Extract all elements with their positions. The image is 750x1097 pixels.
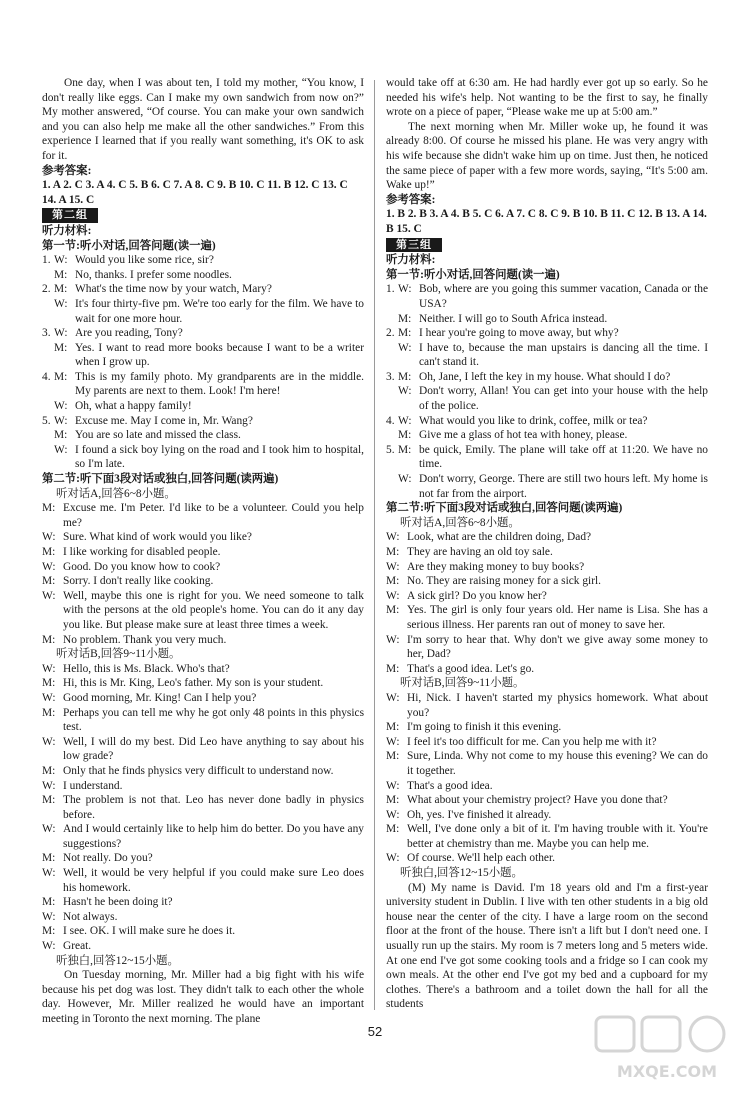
utterance: Are they making money to buy books? bbox=[407, 560, 585, 573]
dialogue-line bbox=[42, 822, 364, 851]
monologue-continued-2: The next morning when Mr. Miller woke up, he found it was already 8:00. Of course he missed his plane. He was very angry with his wife because she didn't wake him up on time. Just then, he noticed the same piece of paper with a few more words, saying, “It's 5:00 am. Wake up!” bbox=[386, 120, 708, 192]
dialogue-line bbox=[386, 370, 708, 385]
dialogue-a-label-2: 听对话A,回答6~8小题。 bbox=[400, 516, 520, 529]
utterance: This is my family photo. My grandparents are in the middle. My parents are next to them. Look! I'm here! bbox=[75, 370, 364, 398]
utterance: I feel it's too difficult for me. Can you help me with it? bbox=[407, 735, 657, 748]
dialogue-line bbox=[386, 545, 708, 560]
utterance: They are having an old toy sale. bbox=[407, 546, 553, 558]
dialogue-line bbox=[42, 910, 364, 925]
dialogue-line bbox=[386, 793, 708, 808]
section2-heading-2: 第二节:听下面3段对话或独白,回答问题(读两遍) bbox=[386, 502, 623, 515]
speaker: W: bbox=[386, 735, 400, 748]
utterance: Yes. I want to read more books because I want to be a writer when I grow up. bbox=[75, 341, 364, 369]
speaker: W: bbox=[54, 254, 68, 267]
speaker: W: bbox=[398, 385, 412, 398]
dialogue-line bbox=[386, 822, 708, 851]
monologue-label-2: 听独白,回答12~15小题。 bbox=[400, 867, 523, 880]
dialogue-line bbox=[42, 793, 364, 822]
dialogue-line bbox=[386, 574, 708, 589]
dialogue-line bbox=[42, 662, 364, 677]
speaker: W: bbox=[42, 779, 56, 792]
utterance: I hear you're going to move away, but why? bbox=[419, 327, 619, 340]
speaker: M: bbox=[398, 370, 412, 383]
dialogue-line bbox=[386, 443, 708, 472]
dialogue-line bbox=[386, 633, 708, 662]
dialogue-line bbox=[42, 706, 364, 735]
dialogue-line bbox=[42, 253, 364, 268]
dialogue-line bbox=[386, 326, 708, 341]
dialogue-line bbox=[42, 268, 364, 283]
utterance: Hello, this is Ms. Black. Who's that? bbox=[63, 662, 230, 675]
speaker: W: bbox=[54, 327, 68, 340]
section1-dialogues bbox=[42, 253, 364, 472]
speaker: M: bbox=[386, 546, 400, 558]
utterance: Excuse me. May I come in, Mr. Wang? bbox=[75, 414, 253, 427]
speaker: W: bbox=[398, 341, 412, 354]
utterance: Yes. The girl is only four years old. Her name is Lisa. She has a serious illness. Her parents ran out of money to save her. bbox=[407, 604, 708, 631]
speaker: M: bbox=[42, 925, 56, 938]
utterance: Are you reading, Tony? bbox=[75, 327, 183, 340]
speaker: W: bbox=[386, 691, 400, 704]
watermark-logo-icon bbox=[592, 1013, 742, 1085]
dialogue-b-label-2: 听对话B,回答9~11小题。 bbox=[400, 677, 525, 690]
utterance: Hi, Nick. I haven't started my physics homework. What about you? bbox=[407, 691, 708, 719]
utterance: Perhaps you can tell me why he got only 48 points in this physics test. bbox=[63, 706, 364, 734]
dialogue-line bbox=[42, 574, 364, 589]
dialogue-line bbox=[42, 370, 364, 399]
speaker: W: bbox=[386, 779, 400, 792]
speaker: W: bbox=[54, 400, 68, 413]
speaker: W: bbox=[398, 283, 412, 296]
group-2-badge: 第二组 bbox=[42, 208, 98, 223]
speaker: M: bbox=[42, 764, 56, 777]
speaker: M: bbox=[42, 575, 56, 588]
speaker: M: bbox=[42, 794, 56, 807]
dialogue-line bbox=[42, 501, 364, 530]
speaker: M: bbox=[42, 633, 56, 646]
speaker: M: bbox=[42, 706, 56, 719]
speaker: M: bbox=[54, 283, 68, 296]
dialogue-line bbox=[42, 895, 364, 910]
dialogue-line bbox=[42, 589, 364, 633]
utterance: No. They are raising money for a sick girl. bbox=[407, 575, 602, 588]
left-column bbox=[42, 76, 364, 1027]
speaker: W: bbox=[386, 633, 400, 646]
utterance: I'm going to finish it this evening. bbox=[407, 721, 562, 734]
utterance: I like working for disabled people. bbox=[63, 546, 221, 558]
monologue-label: 听独白,回答12~15小题。 bbox=[56, 954, 179, 967]
dialogue-line bbox=[42, 924, 364, 939]
utterance: Oh, what a happy family! bbox=[75, 400, 192, 413]
utterance: That's a good idea. bbox=[407, 779, 493, 792]
utterance: What's the time now by your watch, Mary? bbox=[75, 283, 272, 296]
dialogue-line bbox=[386, 472, 708, 501]
speaker: M: bbox=[42, 677, 56, 690]
monologue-text: On Tuesday morning, Mr. Miller had a big fight with his wife because his pet dog was lost. They didn't talk to each other the whole day. However, Mr. Miller realized he would have an important meeting in Toronto the next morning. The plane bbox=[42, 969, 364, 1025]
utterance: I found a sick boy lying on the road and I took him to hospital, so I'm late. bbox=[75, 443, 364, 471]
speaker: W: bbox=[42, 940, 56, 953]
section1-heading: 第一节:听小对话,回答问题(读一遍) bbox=[42, 239, 216, 252]
speaker: W: bbox=[42, 560, 56, 573]
dialogue-line bbox=[386, 530, 708, 545]
dialogue-line bbox=[386, 720, 708, 735]
utterance: No, thanks. I prefer some noodles. bbox=[75, 268, 232, 281]
utterance: be quick, Emily. The plane will take off at 11:20. We have no time. bbox=[419, 443, 708, 471]
speaker: M: bbox=[386, 823, 400, 836]
utterance: A sick girl? Do you know her? bbox=[407, 589, 547, 602]
speaker: M: bbox=[54, 370, 68, 383]
speaker: M: bbox=[386, 575, 400, 588]
utterance: Give me a glass of hot tea with honey, please. bbox=[419, 429, 628, 442]
watermark-text: MXQE.COM bbox=[616, 1062, 718, 1081]
dialogue-line bbox=[386, 735, 708, 750]
utterance: Sure. What kind of work would you like? bbox=[63, 531, 252, 544]
utterance: Well, maybe this one is right for you. We need someone to talk with the persons at the old people's home. You can do it any day you like. But please make sure at least three times a week. bbox=[63, 589, 364, 631]
dialogue-line bbox=[386, 312, 708, 327]
dialogue-line bbox=[42, 428, 364, 443]
speaker: M: bbox=[386, 604, 400, 617]
utterance: No problem. Thank you very much. bbox=[63, 633, 227, 646]
item-number: 5. bbox=[386, 443, 395, 456]
utterance: It's four thirty-five pm. We're too early for the film. We have to wait for one more hour. bbox=[75, 297, 364, 325]
speaker: W: bbox=[398, 414, 412, 427]
utterance: I understand. bbox=[63, 779, 123, 792]
speaker: M: bbox=[398, 443, 412, 456]
speaker: W: bbox=[386, 560, 400, 573]
dialogue-b-label: 听对话B,回答9~11小题。 bbox=[56, 648, 181, 661]
item-number: 5. bbox=[42, 414, 51, 427]
item-number: 1. bbox=[386, 283, 395, 296]
speaker: W: bbox=[398, 473, 412, 486]
dialogue-line bbox=[386, 779, 708, 794]
utterance: That's a good idea. Let's go. bbox=[407, 662, 535, 675]
dialogue-line bbox=[42, 282, 364, 297]
dialogue-a-label: 听对话A,回答6~8小题。 bbox=[56, 487, 176, 500]
dialogue-line bbox=[42, 866, 364, 895]
utterance: What about your chemistry project? Have you done that? bbox=[407, 794, 668, 807]
dialogue-a bbox=[42, 501, 364, 647]
column-divider bbox=[374, 80, 375, 1010]
speaker: M: bbox=[386, 794, 400, 807]
section2-heading: 第二节:听下面3段对话或独白,回答问题(读两遍) bbox=[42, 473, 279, 486]
story-ending: One day, when I was about ten, I told my mother, “You know, I don't really like eggs. Can I make my own sandwich from now on?” My mother answered, “Of course. You can make your own sandwich and you can also help me make all the other sandwiches.” From this experience I learned that if you really want something, it's OK to ask for it. bbox=[42, 77, 364, 162]
dialogue-line bbox=[386, 282, 708, 311]
utterance: Sorry. I don't really like cooking. bbox=[63, 575, 214, 588]
listening-material-label: 听力材料: bbox=[42, 224, 92, 237]
dialogue-line bbox=[42, 764, 364, 779]
dialogue-line bbox=[42, 779, 364, 794]
speaker: M: bbox=[386, 750, 400, 763]
utterance: Well, it would be very helpful if you could make sure Leo does his homework. bbox=[63, 867, 364, 894]
group-3-badge: 第三组 bbox=[386, 238, 442, 253]
dialogue-line bbox=[386, 589, 708, 604]
speaker: M: bbox=[54, 341, 68, 354]
dialogue-line bbox=[386, 560, 708, 575]
speaker: M: bbox=[42, 852, 56, 865]
dialogue-line bbox=[386, 414, 708, 429]
dialogue-line bbox=[42, 939, 364, 954]
speaker: M: bbox=[42, 546, 56, 558]
speaker: M: bbox=[42, 896, 56, 909]
dialogue-line bbox=[42, 691, 364, 706]
dialogue-b bbox=[42, 662, 364, 954]
utterance: I have to, because the man upstairs is dancing all the time. I can't stand it. bbox=[419, 341, 708, 369]
utterance: Would you like some rice, sir? bbox=[75, 254, 214, 267]
dialogue-b-2 bbox=[386, 691, 708, 866]
speaker: M: bbox=[398, 429, 412, 442]
listening-material-label-2: 听力材料: bbox=[386, 254, 436, 267]
dialogue-line bbox=[42, 399, 364, 414]
utterance: Excuse me. I'm Peter. I'd like to be a volunteer. Could you help me? bbox=[63, 502, 364, 529]
item-number: 2. bbox=[386, 327, 395, 340]
utterance: Not always. bbox=[63, 910, 118, 923]
speaker: W: bbox=[42, 531, 56, 544]
speaker: W: bbox=[42, 589, 56, 602]
dialogue-line bbox=[386, 341, 708, 370]
dialogue-a-2 bbox=[386, 530, 708, 676]
speaker: W: bbox=[42, 691, 56, 704]
utterance: Bob, where are you going this summer vacation, Canada or the USA? bbox=[419, 283, 708, 310]
utterance: Of course. We'll help each other. bbox=[407, 852, 555, 865]
monologue-text-2: (M) My name is David. I'm 18 years old and I'm a first-year university student in Dublin. I live with ten other students in a big old house near the center of the city. I have a large room on the second floor at the front of the house. There isn't a lift but I don't need one. I usually run up the stairs. My room is 7 meters long and 5 meters wide. At one end I've got some cooking tools and a fridge so I can cook my own meals. At the other end I've got my bed and a cupboard for my clothes. There's a bathroom and a toilet down the hall for all the students bbox=[386, 881, 708, 1011]
section1-dialogues-2 bbox=[386, 282, 708, 501]
speaker: M: bbox=[54, 429, 68, 442]
utterance: Neither. I will go to South Africa instead. bbox=[419, 312, 608, 325]
utterance: Don't worry, George. There are still two hours left. My home is not far from the airport. bbox=[419, 473, 708, 500]
dialogue-line bbox=[42, 443, 364, 472]
answer-key: 1. A 2. C 3. A 4. C 5. B 6. C 7. A 8. C 9. B 10. C 11. B 12. C 13. C 14. A 15. C bbox=[42, 179, 348, 206]
item-number: 4. bbox=[386, 414, 395, 427]
speaker: W: bbox=[54, 443, 68, 456]
item-number: 1. bbox=[42, 254, 51, 267]
answers-label-2: 参考答案: bbox=[386, 193, 436, 206]
dialogue-line bbox=[42, 676, 364, 691]
utterance: Not really. Do you? bbox=[63, 852, 153, 865]
utterance: I see. OK. I will make sure he does it. bbox=[63, 925, 236, 938]
dialogue-line bbox=[386, 691, 708, 720]
dialogue-line bbox=[386, 808, 708, 823]
utterance: Only that he finds physics very difficult to understand now. bbox=[63, 764, 334, 777]
utterance: Oh, yes. I've finished it already. bbox=[407, 808, 552, 821]
utterance: Hasn't he been doing it? bbox=[63, 896, 173, 909]
utterance: And I would certainly like to help him do better. Do you have any suggestions? bbox=[63, 823, 364, 850]
speaker: M: bbox=[398, 327, 412, 340]
speaker: M: bbox=[42, 502, 56, 515]
utterance: I'm sorry to hear that. Why don't we give away some money to her, Dad? bbox=[407, 633, 708, 661]
speaker: W: bbox=[42, 735, 56, 748]
speaker: W: bbox=[54, 414, 68, 427]
section1-heading-2: 第一节:听小对话,回答问题(读一遍) bbox=[386, 268, 560, 281]
speaker: W: bbox=[386, 852, 400, 865]
speaker: M: bbox=[386, 721, 400, 734]
utterance: Good morning, Mr. King! Can I help you? bbox=[63, 691, 257, 704]
speaker: W: bbox=[42, 910, 56, 923]
item-number: 2. bbox=[42, 283, 51, 296]
monologue-continued: would take off at 6:30 am. He had hardly ever got up so early. So he needed his wife's help. Not wanting to be the first to say, he finally wrote on a piece of paper, “Please wake me up at 5:00 am.” bbox=[386, 77, 708, 119]
right-column bbox=[386, 76, 708, 1012]
item-number: 3. bbox=[42, 327, 51, 340]
dialogue-line bbox=[42, 341, 364, 370]
speaker: W: bbox=[42, 662, 56, 675]
dialogue-line bbox=[42, 326, 364, 341]
dialogue-line bbox=[386, 662, 708, 677]
dialogue-line bbox=[42, 851, 364, 866]
dialogue-line bbox=[42, 530, 364, 545]
utterance: The problem is not that. Leo has never done badly in physics before. bbox=[63, 794, 364, 821]
speaker: M: bbox=[54, 268, 68, 281]
dialogue-line bbox=[42, 560, 364, 575]
dialogue-line bbox=[42, 545, 364, 560]
utterance: Oh, Jane, I left the key in my house. What should I do? bbox=[419, 370, 671, 383]
answers-label: 参考答案: bbox=[42, 164, 92, 177]
utterance: Well, I've done only a bit of it. I'm having trouble with it. You're better at chemistry than me. Maybe you can help me. bbox=[407, 823, 708, 850]
dialogue-line bbox=[386, 603, 708, 632]
dialogue-line bbox=[386, 428, 708, 443]
speaker: W: bbox=[386, 531, 400, 544]
speaker: W: bbox=[42, 867, 56, 880]
utterance: You are so late and missed the class. bbox=[75, 429, 241, 442]
item-number: 4. bbox=[42, 370, 51, 383]
dialogue-line bbox=[42, 414, 364, 429]
page-number: 52 bbox=[367, 1024, 383, 1039]
utterance: Don't worry, Allan! You can get into your house with the help of the police. bbox=[419, 385, 708, 413]
dialogue-line bbox=[386, 749, 708, 778]
speaker: M: bbox=[398, 312, 412, 325]
item-number: 3. bbox=[386, 370, 395, 383]
utterance: Look, what are the children doing, Dad? bbox=[407, 531, 592, 544]
speaker: W: bbox=[386, 808, 400, 821]
dialogue-line bbox=[42, 633, 364, 648]
dialogue-line bbox=[42, 297, 364, 326]
speaker: M: bbox=[386, 662, 400, 675]
utterance: Hi, this is Mr. King, Leo's father. My son is your student. bbox=[63, 677, 324, 690]
speaker: W: bbox=[386, 589, 400, 602]
dialogue-line bbox=[42, 735, 364, 764]
speaker: W: bbox=[54, 297, 68, 310]
utterance: Great. bbox=[63, 940, 92, 953]
dialogue-line bbox=[386, 384, 708, 413]
speaker: W: bbox=[42, 823, 56, 836]
utterance: Sure, Linda. Why not come to my house this evening? We can do it together. bbox=[407, 750, 708, 777]
utterance: Well, I will do my best. Did Leo have anything to say about his low grade? bbox=[63, 735, 364, 763]
answer-key-2: 1. B 2. B 3. A 4. B 5. C 6. A 7. C 8. C 9. B 10. B 11. C 12. B 13. A 14. B 15. C bbox=[386, 208, 707, 235]
utterance: What would you like to drink, coffee, milk or tea? bbox=[419, 414, 648, 427]
utterance: Good. Do you know how to cook? bbox=[63, 560, 221, 573]
dialogue-line bbox=[386, 851, 708, 866]
